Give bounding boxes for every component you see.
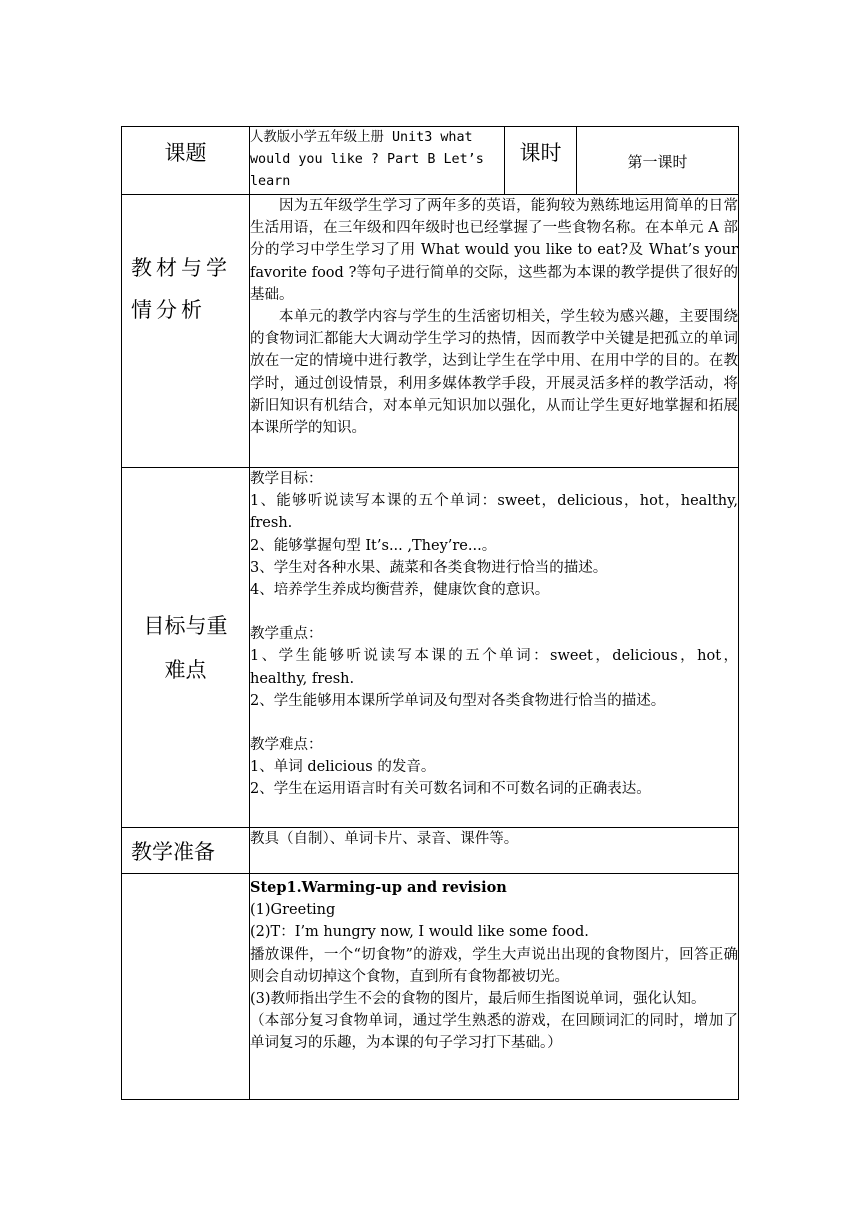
lesson-plan-table bbox=[121, 126, 739, 1100]
analysis-paragraph: 因为五年级学生学习了两年多的英语，能狗较为熟练地运用简单的日常生活用语，在三年级和四年级时也已经掌握了一些食物名称。在本单元 A 部分的学习中学生学习了用 What would you like to eat?及 What’s your favorite food ?等句子进行简单的交际，这些都为本课的教学提供了很好的基础。 bbox=[250, 198, 738, 303]
analysis-row bbox=[122, 195, 739, 468]
process-item: 播放课件，一个“切食物”的游戏，学生大声说出出现的食物图片，回答正确则会自动切掉这个食物，直到所有食物都被切光。 bbox=[250, 946, 738, 985]
goal-item: 3、学生对各种水果、蔬菜和各类食物进行恰当的描述。 bbox=[250, 559, 608, 576]
topic-label: 课题 bbox=[122, 127, 250, 195]
process-item: （本部分复习食物单词，通过学生熟悉的游戏，在回顾词汇的同时，增加了单词复习的乐趣，为本课的句子学习打下基础。） bbox=[250, 1013, 738, 1052]
key-points-title: 教学重点： bbox=[250, 626, 323, 643]
goals-title: 教学目标： bbox=[250, 471, 323, 487]
difficulty-item: 2、学生在运用语言时有关可数名词和不可数名词的正确表达。 bbox=[250, 781, 651, 798]
process-item: (3)教师指出学生不会的食物的图片，最后师生指图说单词，强化认知。 bbox=[250, 991, 706, 1008]
process-item: (2)T：I’m hungry now, I would like some food. bbox=[250, 924, 589, 941]
goal-item: 1、能够听说读写本课的五个单词：sweet，delicious，hot，healthy, fresh. bbox=[250, 493, 738, 532]
objectives-label: 目标与重难点 bbox=[122, 468, 250, 828]
goal-item: 2、能够掌握句型 It’s... ,They’re...。 bbox=[250, 537, 497, 554]
objectives-content bbox=[250, 468, 739, 828]
process-label-cell bbox=[122, 874, 250, 1100]
analysis-label: 教材与学情分析 bbox=[122, 195, 250, 468]
goal-item: 4、培养学生养成均衡营养，健康饮食的意识。 bbox=[250, 582, 550, 599]
period-label: 课时 bbox=[505, 127, 577, 195]
key-point-item: 2、学生能够用本课所学单词及句型对各类食物进行恰当的描述。 bbox=[250, 692, 666, 709]
preparation-label: 教学准备 bbox=[122, 828, 250, 874]
difficulty-item: 1、单词 delicious 的发音。 bbox=[250, 759, 436, 776]
topic-row bbox=[122, 127, 739, 195]
topic-value: 人教版小学五年级上册 Unit3 what would you like ? Part B Let’s learn bbox=[250, 127, 505, 195]
key-point-item: 1、学生能够听说读写本课的五个单词：sweet，delicious，hot，healthy, fresh. bbox=[250, 648, 738, 687]
analysis-content bbox=[250, 195, 739, 468]
period-value: 第一课时 bbox=[577, 127, 739, 195]
process-item: (1)Greeting bbox=[250, 902, 336, 919]
preparation-value: 教具（自制）、单词卡片、录音、课件等。 bbox=[250, 828, 739, 874]
objectives-row bbox=[122, 468, 739, 828]
process-content bbox=[250, 874, 739, 1100]
difficulty-title: 教学难点： bbox=[250, 737, 323, 754]
analysis-paragraph: 本单元的教学内容与学生的生活密切相关，学生较为感兴趣，主要围绕的食物词汇都能大大调动学生学习的热情，因而教学中关键是把孤立的单词放在一定的情境中进行教学，达到让学生在学中用、在用中学的目的。在教学时，通过创设情景，利用多媒体教学手段，开展灵活多样的教学活动，将新旧知识有机结合，对本单元知识加以强化，从而让学生更好地掌握和拓展本课所学的知识。 bbox=[250, 309, 738, 437]
preparation-row bbox=[122, 828, 739, 874]
process-row bbox=[122, 874, 739, 1100]
step-title: Step1.Warming-up and revision bbox=[250, 879, 507, 896]
